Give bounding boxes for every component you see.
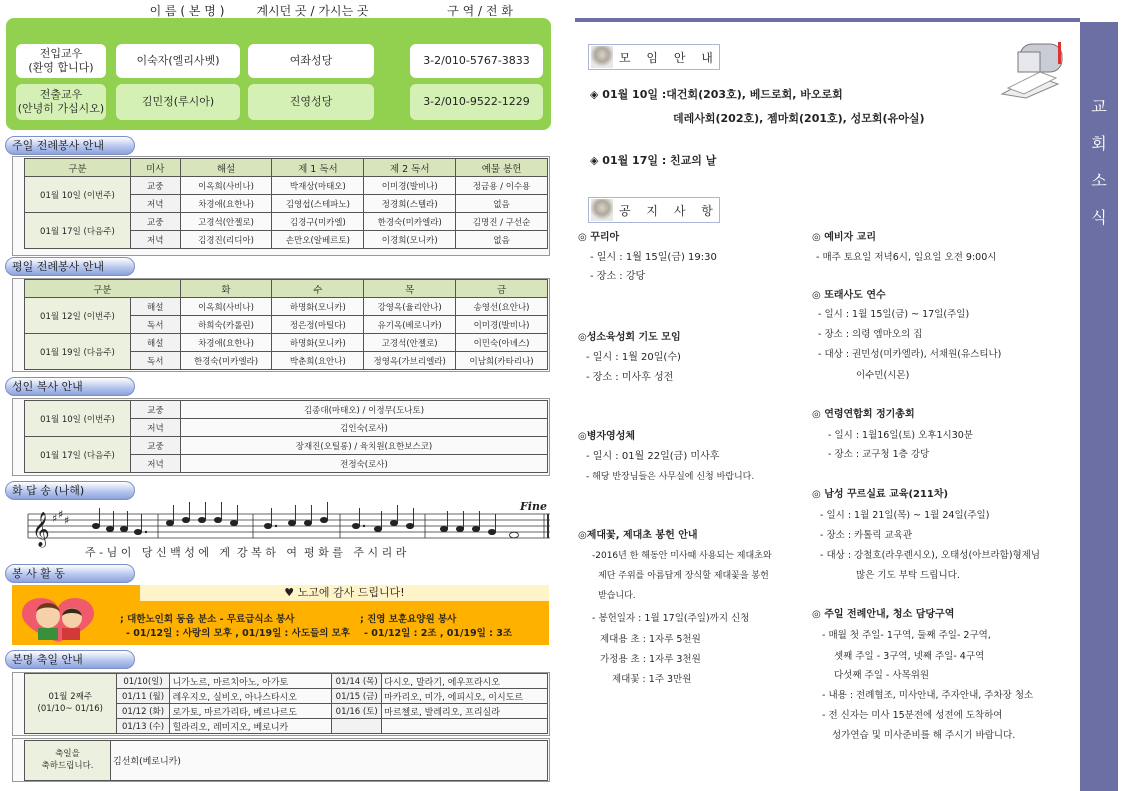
cell: 전정숙(로사) [181, 455, 548, 473]
fine-mark: Fine [520, 500, 547, 513]
svg-text:𝄞: 𝄞 [32, 512, 50, 547]
col-header-phone: 구 역 / 전 화 [447, 4, 513, 18]
in-label: 전입교우 (환영 합니다) [16, 44, 106, 78]
figure-icon [591, 199, 613, 221]
th: 구분 [25, 159, 131, 177]
out-place: 진영성당 [248, 84, 374, 120]
notice-line: 성가연습 및 미사준비를 해 주시기 바랍니다. [832, 730, 1016, 741]
notice-line: - 대상 : 권민성(미카엘라), 서채원(유스티나) [818, 349, 1002, 360]
mass-cell: 교중 [131, 437, 181, 455]
notice-line: - 내용 : 전례협조, 미사안내, 주자안내, 주차장 청소 [822, 690, 1034, 701]
service-left-2: - 01/12일 : 사랑의 모후 , 01/19일 : 사도들의 모후 [126, 628, 351, 639]
th: 제 1 독서 [272, 159, 364, 177]
meeting-title-box [588, 44, 720, 70]
out-label: 전출교우 (안녕히 가십시오) [16, 84, 106, 120]
sidebar-char: 소 [1091, 171, 1107, 190]
mass-cell: 저녁 [130, 195, 180, 213]
cell: 차경애(요한나) [180, 334, 272, 352]
service-right-2: - 01/12일 : 2조 , 01/19일 : 3조 [364, 628, 513, 639]
th: 구분 [25, 280, 181, 298]
notice-heading: ◎ 주일 전례안내, 청소 담당구역 [812, 609, 955, 620]
cell: 정금용 / 이수용 [456, 177, 548, 195]
feast-date: 01/13 (수) [116, 719, 170, 734]
sidebar-char: 회 [1091, 134, 1107, 153]
feast-date: 01/14 (목) [332, 674, 382, 689]
mass-cell: 저녁 [130, 231, 180, 249]
cell: 없음 [456, 231, 548, 249]
in-phone: 3-2/010-5767-3833 [410, 44, 543, 78]
notice-line: 가정용 초 : 1자루 3천원 [600, 654, 701, 665]
feast-names: 마카리오, 미가, 에피시오, 이시도르 [382, 689, 548, 704]
header-rule [575, 18, 1080, 22]
notice-line: - 장소 : 의령 엠마오의 집 [818, 329, 923, 340]
th: 목 [364, 280, 456, 298]
cell: 하희숙(카롤린) [180, 316, 272, 334]
feast-names [382, 719, 548, 734]
date-cell: 01월 17일 (다음주) [25, 213, 131, 249]
notice-line: - 일시 : 1월 15일(금) ~ 17일(주일) [818, 309, 970, 320]
sunday-table [24, 158, 548, 249]
cell: 김인숙(로사) [181, 419, 548, 437]
sidebar-char: 식 [1091, 208, 1107, 227]
cell: 손만오(알베르토) [272, 231, 364, 249]
bless-label: 축일을 축하드립니다. [25, 741, 111, 781]
cell: 박재상(마태오) [272, 177, 364, 195]
cell: 이미경(발비나) [364, 177, 456, 195]
cell: 이미경(발비나) [456, 316, 548, 334]
notice-line: - 일시 : 1월 15일(금) 19:30 [590, 252, 717, 263]
notice-line: 제대용 초 : 1자루 5천원 [600, 634, 701, 645]
out-phone: 3-2/010-9522-1229 [410, 84, 543, 120]
notice-line: - 전 신자는 미사 15분전에 성전에 도착하여 [822, 710, 1003, 721]
role-cell: 독서 [130, 316, 180, 334]
section-weekday-title: 평일 전례봉사 안내 [5, 257, 135, 276]
role-cell: 해설 [130, 298, 180, 316]
feast-date: 01/16 (토) [332, 704, 382, 719]
feast-date: 01/11 (월) [116, 689, 170, 704]
notice-heading: ◎제대꽃, 제대초 봉헌 안내 [578, 530, 698, 541]
notice-line: - 해당 반장님들은 사무실에 신청 바랍니다. [586, 472, 755, 482]
section-adult-title: 성인 복사 안내 [5, 377, 135, 396]
feast-names: 레우지오, 실비오, 아나스타시오 [170, 689, 332, 704]
notice-line: - 장소 : 교구청 1층 강당 [828, 449, 930, 460]
cell: 이경희(모니카) [364, 231, 456, 249]
mass-cell: 저녁 [131, 455, 181, 473]
date-cell: 01월 10일 (이번주) [25, 177, 131, 213]
notice-heading: ◎ 꾸리아 [578, 232, 620, 243]
section-feast-title: 본명 축일 안내 [5, 650, 135, 669]
notice-heading: ◎병자영성체 [578, 431, 636, 442]
notice-line: - 장소 : 미사후 성전 [586, 372, 674, 383]
th: 미사 [130, 159, 180, 177]
cell: 하명화(모니카) [272, 298, 364, 316]
cell: 한경숙(미카엘라) [180, 352, 272, 370]
col-header-place: 계시던 곳 / 가시는 곳 [256, 4, 369, 18]
feast-names: 다시오, 말라기, 에우프라시오 [382, 674, 548, 689]
music-staff [20, 500, 550, 548]
cell: 송영선(요안나) [456, 298, 548, 316]
date-cell: 01월 19일 (다음주) [25, 334, 131, 370]
feast-date: 01/10(일) [116, 674, 170, 689]
sidebar-banner [1080, 22, 1118, 791]
week-cell: 01월 2째주 (01/10~ 01/16) [25, 674, 117, 734]
cell: 김경구(미카엘) [272, 213, 364, 231]
service-thanks: ♥ 노고에 감사 드립니다! [140, 585, 549, 601]
bless-name: 김선희(베로니카) [111, 741, 548, 781]
notice-line: - 일시 : 1월 20일(수) [586, 352, 681, 363]
date-cell: 01월 17일 (다음주) [25, 437, 131, 473]
cell: 김명진 / 구선순 [456, 213, 548, 231]
notice-line: - 장소 : 카톨릭 교육관 [820, 530, 913, 541]
col-header-name: 이 름 ( 본 명 ) [149, 4, 225, 18]
feast-date: 01/12 (화) [116, 704, 170, 719]
th: 수 [272, 280, 364, 298]
bless-table [24, 740, 548, 781]
notice-line: - 일시 : 1월16일(토) 오후1시30분 [828, 430, 973, 441]
mass-cell: 교중 [131, 401, 181, 419]
th: 예물 봉헌 [456, 159, 548, 177]
notice-line: - 대상 : 강철호(라우렌시오), 오태성(아브라함)형제님 [820, 550, 1041, 561]
mass-cell: 저녁 [131, 419, 181, 437]
notice-line: - 매주 토요일 저녁6시, 일요일 오전 9:00시 [816, 252, 997, 263]
cell: 정영옥(가브리엘라) [364, 352, 456, 370]
in-place: 여좌성당 [248, 44, 374, 78]
cell: 김종대(마태오) / 이정무(도나토) [181, 401, 548, 419]
notice-line: 셋째 주일 - 3구역, 넷째 주일- 4구역 [834, 651, 985, 662]
feast-table [24, 673, 548, 734]
cell: 하명화(모니카) [272, 334, 364, 352]
notice-heading: ◎ 또래사도 연수 [812, 290, 886, 301]
notice-heading: ◎ 남성 꾸르실료 교육(211차) [812, 489, 949, 500]
cell: 이옥희(사비나) [180, 298, 272, 316]
service-right-1: ; 진영 보훈요양원 봉사 [360, 614, 457, 625]
section-service-title: 봉 사 활 동 [5, 564, 135, 583]
cell: 장재진(오틸롱) / 육치원(요한보스코) [181, 437, 548, 455]
section-sunday-title: 주일 전례봉사 안내 [5, 136, 135, 155]
figure-icon [591, 46, 613, 68]
cell: 김경진(리디아) [180, 231, 272, 249]
notice-line: - 일시 : 1월 21일(목) ~ 1월 24일(주일) [820, 510, 990, 521]
feast-names: 로가토, 마르가리타, 베르나르도 [170, 704, 332, 719]
notice-heading: ◎ 예비자 교리 [812, 232, 876, 243]
notice-title: 공 지 사 항 [619, 203, 719, 218]
cell: 강영옥(율리안나) [364, 298, 456, 316]
notice-heading: ◎ 연령연합회 정기총회 [812, 409, 915, 420]
feast-names: 마르첼로, 발레리오, 프리실라 [382, 704, 548, 719]
mass-cell: 교중 [130, 213, 180, 231]
notice-line: - 일시 : 01월 22일(금) 미사후 [586, 451, 720, 462]
cell: 고경석(안젤로) [180, 213, 272, 231]
cell: 한경숙(미카엘라) [364, 213, 456, 231]
out-name: 김민정(루시아) [116, 84, 240, 120]
meeting-line-3: ◈ 01월 17일 : 친교의 날 [590, 154, 717, 167]
feast-names: 니가노르, 마르치아노, 아가토 [170, 674, 332, 689]
cell: 없음 [456, 195, 548, 213]
role-cell: 해설 [130, 334, 180, 352]
meeting-line-2: 데레사회(202호), 젬마회(201호), 성모회(유아실) [673, 112, 925, 125]
meeting-line-1: ◈ 01월 10일 :대건회(203호), 베드로회, 바오로회 [590, 88, 843, 101]
notice-line: 다섯째 주일 - 사목위원 [834, 670, 930, 681]
adult-table [24, 400, 548, 473]
volunteer-illustration-icon [16, 586, 101, 644]
weekday-table [24, 279, 548, 370]
hymn-lyrics: 주 - 님 이 당 신 백 성 에 게 강 복 하 여 평 화 를 주 시 리 라 [85, 546, 407, 559]
notice-heading: ◎성소육성회 기도 모임 [578, 332, 681, 343]
notice-title-box [588, 197, 720, 223]
cell: 이남희(카타리나) [456, 352, 548, 370]
date-cell: 01월 10일 (이번주) [25, 401, 131, 437]
section-hymn-title: 화 답 송 (나해) [5, 481, 135, 500]
feast-date: 01/15 (금) [332, 689, 382, 704]
cell: 이옥희(사비나) [180, 177, 272, 195]
cell: 정은정(마틸다) [272, 316, 364, 334]
sidebar-char: 교 [1091, 97, 1107, 116]
notice-line: 제단 주위를 아름답게 장식할 제대꽃을 봉헌 [598, 571, 769, 581]
notice-line: - 봉헌일자 : 1월 17일(주일)까지 신청 [592, 613, 750, 624]
feast-names: 힐라리오, 레미지오, 베로니카 [170, 719, 332, 734]
cell: 정경희(스텔라) [364, 195, 456, 213]
in-name: 이숙자(엘리사벳) [116, 44, 240, 78]
cell: 차경애(요한나) [180, 195, 272, 213]
notice-line: 많은 기도 부탁 드립니다. [856, 570, 960, 581]
svg-text:♯: ♯ [52, 512, 58, 525]
meeting-title: 모 임 안 내 [619, 50, 719, 65]
date-cell: 01월 12일 (이번주) [25, 298, 131, 334]
mass-cell: 교중 [130, 177, 180, 195]
notice-line: - 장소 : 강당 [590, 271, 646, 282]
notice-line: 받습니다. [598, 591, 636, 601]
feast-date [332, 719, 382, 734]
th: 제 2 독서 [364, 159, 456, 177]
cell: 고경석(안젤로) [364, 334, 456, 352]
svg-text:♯: ♯ [58, 508, 64, 521]
th: 금 [456, 280, 548, 298]
mailbox-icon [996, 38, 1078, 100]
role-cell: 독서 [130, 352, 180, 370]
th: 화 [180, 280, 272, 298]
notice-line: - 매월 첫 주일- 1구역, 둘째 주일- 2구역, [822, 630, 991, 641]
notice-line: 제대꽃 : 1주 3만원 [612, 674, 692, 685]
notice-line: 이수민(시몬) [856, 370, 910, 381]
svg-text:♯: ♯ [64, 514, 70, 527]
th: 해설 [180, 159, 272, 177]
service-left-1: ; 대한노인회 동읍 분소 - 무료급식소 봉사 [120, 614, 295, 625]
notice-line: -2016년 한 해동안 미사때 사용되는 제대초와 [592, 551, 772, 561]
cell: 이민숙(아녜스) [456, 334, 548, 352]
cell: 김영섭(스테파노) [272, 195, 364, 213]
cell: 박춘희(요안나) [272, 352, 364, 370]
cell: 유기옥(베로니카) [364, 316, 456, 334]
